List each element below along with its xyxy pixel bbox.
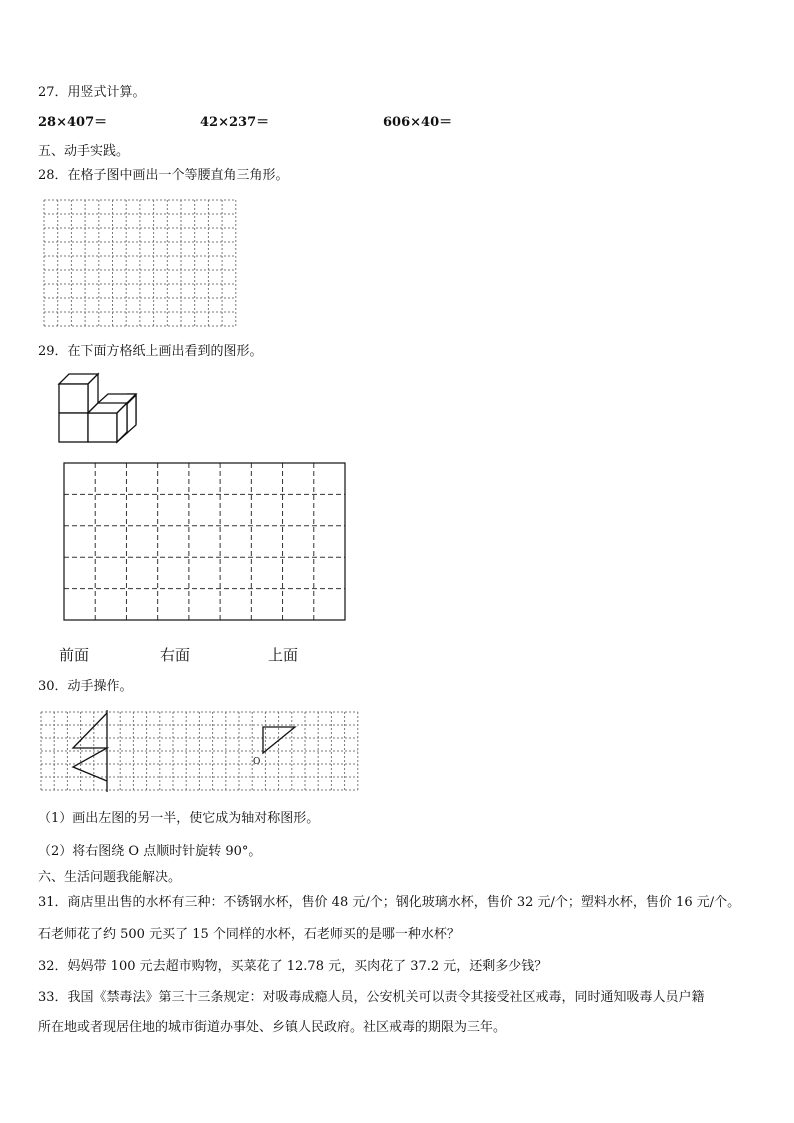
q28-title: 28．在格子图中画出一个等腰直角三角形。 <box>38 168 289 183</box>
q27-expr-3: 606×40＝ <box>383 115 453 130</box>
section-6-heading: 六、生活问题我能解决。 <box>38 870 182 885</box>
q31-line-2: 石老师花了约 500 元买了 15 个同样的水杯，石老师买的是哪一种水杯？ <box>38 927 460 942</box>
q31-line-1: 31．商店里出售的水杯有三种：不锈钢水杯，售价 48 元/个；钢化玻璃水杯，售价 32 元/个；塑料水杯，售价 16 元/个。 <box>38 895 741 910</box>
q27-expr-1: 28×407＝ <box>38 115 108 130</box>
q28-dot-grid[interactable] <box>40 196 242 332</box>
section-5-heading: 五、动手实践。 <box>38 144 130 159</box>
q29-view-grid[interactable] <box>63 462 347 622</box>
view-label-right: 右面 <box>160 646 191 664</box>
point-o-label: O <box>253 757 261 767</box>
q27-expr-2: 42×237＝ <box>200 115 270 130</box>
cube-stack-figure <box>56 370 142 446</box>
view-label-top: 上面 <box>268 646 299 664</box>
q33-line-1: 33．我国《禁毒法》第三十三条规定：对吸毒成瘾人员，公安机关可以责令其接受社区戒毒，同时通知吸毒人员户籍 <box>38 990 705 1005</box>
q29-title: 29．在下面方格纸上画出看到的图形。 <box>38 344 263 359</box>
q33-line-2: 所在地或者现居住地的城市街道办事处、乡镇人民政府。社区戒毒的期限为三年。 <box>38 1020 507 1035</box>
q30-operation-grid[interactable] <box>39 710 361 794</box>
half-figure <box>73 713 107 781</box>
q30-title: 30．动手操作。 <box>38 679 133 694</box>
q27-title: 27．用竖式计算。 <box>38 85 146 100</box>
view-label-front: 前面 <box>59 646 90 664</box>
q30-sub2: （2）将右图绕 O 点顺时针旋转 90°。 <box>38 844 262 859</box>
q30-sub1: （1）画出左图的另一半，使它成为轴对称图形。 <box>38 811 320 826</box>
q32-text: 32．妈妈带 100 元去超市购物，买菜花了 12.78 元，买肉花了 37.2 元，还剩多少钱？ <box>38 959 548 974</box>
